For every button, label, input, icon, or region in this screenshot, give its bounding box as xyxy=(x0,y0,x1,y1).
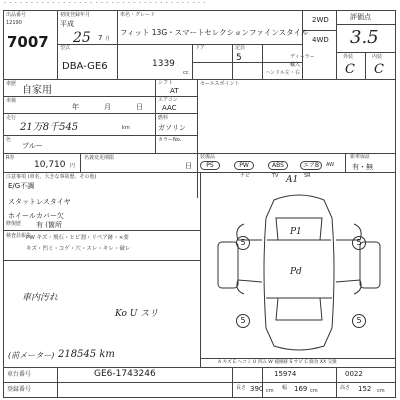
length-value: 390 xyxy=(250,385,264,393)
inspection-month: 月 xyxy=(104,103,111,111)
diagram-mark-front: A1 xyxy=(286,175,299,185)
displacement: 1339 xyxy=(152,59,175,69)
interior-score: C xyxy=(374,62,384,77)
registration-label: 登録番号 xyxy=(7,386,32,393)
odometer-value: 218545 km xyxy=(58,349,115,360)
capacity-label: 定員 xyxy=(235,45,246,51)
lot-label: 出品番号 xyxy=(6,12,27,18)
car-name-label: 車名・グレード xyxy=(120,12,156,18)
shift-label: シフト xyxy=(158,80,174,86)
color-label: 色 xyxy=(6,137,12,143)
tire-mark-front-left: 5 xyxy=(236,236,250,250)
mileage-unit: km xyxy=(122,125,130,131)
frame-number-label: 車台番号 xyxy=(7,371,32,378)
first-reg-label: 初度登録年月 xyxy=(60,12,91,18)
usage: 自家用 xyxy=(22,85,52,96)
inspection-year: 年 xyxy=(72,103,79,111)
equip-aw: AW xyxy=(326,162,335,168)
dealer-label: ディーラー xyxy=(290,54,315,60)
door-label: ドア xyxy=(195,45,205,51)
handwritten-note-1: 車内汚れ xyxy=(22,293,59,303)
mileage: 21万8千545 xyxy=(20,122,79,133)
shift: AT xyxy=(170,87,179,95)
tire-mark-rear-left: 5 xyxy=(236,314,250,328)
equip-tv: TV xyxy=(272,173,279,179)
reg-month-label: 月 xyxy=(105,36,111,42)
lot-code-printed: 12190 xyxy=(6,20,22,26)
color: ブルー xyxy=(22,142,43,150)
diagram-mark-top: P1 xyxy=(290,227,302,237)
height-unit: cm xyxy=(377,388,385,394)
sales-points-label: セールスポイント xyxy=(200,81,240,87)
repair-value: 有 (箇所 xyxy=(36,221,62,229)
inspector-notes-2: キズ・凹ミ・コゲ・穴・スレ・キレ・破レ xyxy=(26,246,131,252)
door-value: 5 xyxy=(236,53,242,63)
equip-sr: SR xyxy=(304,173,311,179)
option-line-1: E/G不調 xyxy=(8,182,35,190)
lot-number: 7007 xyxy=(7,33,49,51)
equipment-label: 装備品 xyxy=(200,154,216,160)
option-line-3: ホイールカバー欠 xyxy=(8,212,64,220)
tire-mark-front-right: 5 xyxy=(352,236,366,250)
drive-2wd: 2WD xyxy=(312,16,329,24)
fuel: ガソリン xyxy=(158,124,186,132)
inspector-notes-1: PW キズ・飛石・ヒビ割・リペア跡・×要 xyxy=(26,235,129,241)
era: 平成 xyxy=(60,20,74,28)
drive-4wd: 4WD xyxy=(312,36,329,44)
equip-abs: ABS xyxy=(268,161,288,170)
inspection-label: 車検 xyxy=(6,98,17,104)
car-name: フィット 13G・スマートセレクションファインスタイル xyxy=(120,28,309,37)
equip-airbag: エアB xyxy=(300,161,322,170)
sheet-top-strip: - - - - - - - - - - - - - - - - - - - - - - - - - - - - - - - - - - - - - - xyxy=(4,0,207,6)
reg-year: 25 xyxy=(73,30,91,46)
exterior-score: C xyxy=(345,62,355,77)
reg-value-1: 15974 xyxy=(274,370,297,378)
options-label: 注意事項 (車名、大きな事故歴、その他) xyxy=(6,174,97,180)
width-label: 幅 xyxy=(282,385,288,391)
reg-month: 7 xyxy=(98,34,103,42)
reg-value-2: 0022 xyxy=(345,370,363,378)
model-label: 型式 xyxy=(60,45,71,51)
repair-label: 修復歴 xyxy=(6,221,22,227)
recycle-yen: 円 xyxy=(70,163,76,169)
diagram-mark-mid: Pd xyxy=(290,267,302,277)
inspector-notes-label: 検査員報告 xyxy=(6,233,32,239)
width-unit: cm xyxy=(310,388,318,394)
length-unit: cm xyxy=(266,388,274,394)
handle-label: ハンドル xyxy=(265,70,286,76)
recycle-amount: 10,710 xyxy=(34,160,66,170)
length-label: 長さ xyxy=(236,385,247,391)
option-line-2: スタットレスタイヤ xyxy=(8,198,71,206)
interior-label: 内装 xyxy=(372,54,383,60)
equip-ps: PS xyxy=(200,161,220,170)
model-code: DBA-GE6 xyxy=(62,61,108,72)
new-car-warranty-label: 新車保証 xyxy=(350,154,371,160)
width-value: 169 xyxy=(294,385,308,393)
height-value: 152 xyxy=(358,385,372,393)
fuel-label: 燃料 xyxy=(158,115,169,121)
mileage-label: 走行 xyxy=(6,115,17,121)
handwritten-note-2: Ko U スリ xyxy=(115,309,159,319)
handle-value: 左・右 xyxy=(285,70,301,76)
import-label: 輸入 xyxy=(290,62,301,68)
name-change-day: 日 xyxy=(185,162,192,170)
aircon: AAC xyxy=(162,104,177,112)
equip-pw: PW xyxy=(234,161,254,170)
odometer-label: (前メーター) xyxy=(8,351,55,360)
aircon-label: エアコン xyxy=(158,97,178,103)
damage-legend: A キズ E ヘコミ U 凹み W 補修跡 S サビ C 腐食 XX 交換 xyxy=(218,360,337,365)
inspection-day: 日 xyxy=(136,103,143,111)
recycle-label: R券 xyxy=(6,155,15,161)
new-car-warranty: 有・無 xyxy=(352,163,373,171)
exterior-label: 外装 xyxy=(343,54,354,60)
name-change-label: 名義変更期限 xyxy=(84,155,115,161)
height-label: 高さ xyxy=(340,385,351,391)
frame-number: GE6-1743246 xyxy=(94,369,156,379)
color-no-label: カラーNo. xyxy=(158,137,182,143)
equip-navi: ナビ xyxy=(240,173,251,179)
score: 3.5 xyxy=(350,27,379,48)
tire-mark-rear-right: 5 xyxy=(352,314,366,328)
cc-unit: cc xyxy=(183,70,189,76)
usage-label: 車歴 xyxy=(6,81,17,87)
grade-label: 評価点 xyxy=(350,13,371,21)
